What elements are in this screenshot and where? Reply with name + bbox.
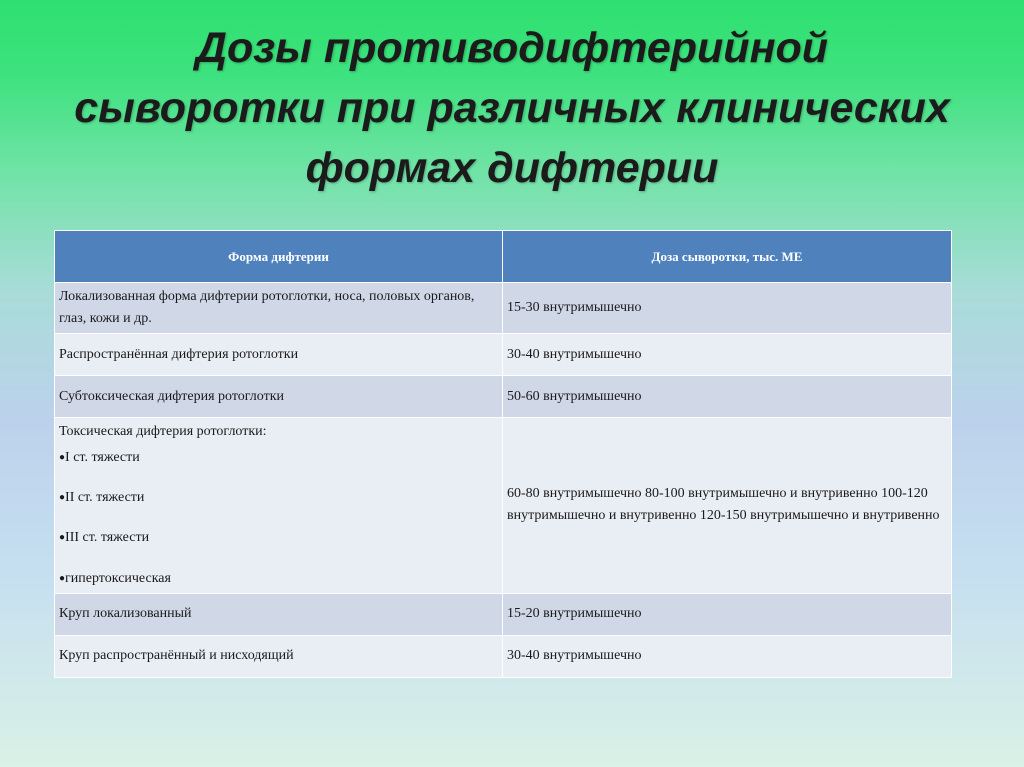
severity-label: гипертоксическая <box>65 570 171 586</box>
slide-title <box>40 18 984 198</box>
bullet-icon: ● <box>59 492 66 504</box>
form-cell: Распространённая дифтерия ротоглотки <box>55 334 503 376</box>
form-cell: Круп локализованный <box>55 593 503 635</box>
dose-cell: 50-60 внутримышечно <box>503 376 952 418</box>
form-cell: Локализованная форма дифтерии ротоглотки, носа, половых органов, глаз, кожи и др. <box>55 283 503 334</box>
table-row <box>55 283 952 334</box>
header-serum-dose: Доза сыворотки, тыс. МЕ <box>503 231 952 283</box>
table-header-row <box>55 231 952 283</box>
toxic-form-label: Токсическая дифтерия ротоглотки: <box>59 424 267 439</box>
severity-item <box>59 447 498 469</box>
severity-item <box>59 527 498 549</box>
dose-cell: 60-80 внутримышечно 80-100 внутримышечно и внутривенно 100-120 внутримышечно и внутривенно 120-150 внутримышечно и внутривенно <box>503 418 952 594</box>
slide-title-line-2: сыворотки при различных клинических <box>74 84 950 132</box>
form-cell: Круп распространённый и нисходящий <box>55 635 503 677</box>
form-cell <box>55 418 503 594</box>
severity-label: I ст. тяжести <box>65 450 140 466</box>
table-row <box>55 334 952 376</box>
bullet-icon: ● <box>59 452 66 463</box>
table-row <box>55 635 952 677</box>
dose-cell: 15-30 внутримышечно <box>503 283 952 334</box>
table-row <box>55 593 952 635</box>
severity-item <box>59 568 498 590</box>
slide-title-line-3: формах дифтерии <box>305 144 719 192</box>
header-diphtheria-form: Форма дифтерии <box>55 231 503 283</box>
table-row <box>55 418 952 594</box>
severity-item <box>59 487 498 509</box>
dose-cell: 15-20 внутримышечно <box>503 593 952 635</box>
slide-title-line-1: Дозы противодифтерийной <box>195 24 829 72</box>
bullet-icon: ● <box>59 572 66 584</box>
severity-label: II ст. тяжести <box>65 490 145 506</box>
severity-label: III ст. тяжести <box>65 530 150 546</box>
serum-dose-table <box>54 230 952 678</box>
bullet-icon: ● <box>59 532 66 544</box>
table-row <box>55 376 952 418</box>
dose-cell: 30-40 внутримышечно <box>503 334 952 376</box>
form-cell: Субтоксическая дифтерия ротоглотки <box>55 376 503 418</box>
dose-cell: 30-40 внутримышечно <box>503 635 952 677</box>
